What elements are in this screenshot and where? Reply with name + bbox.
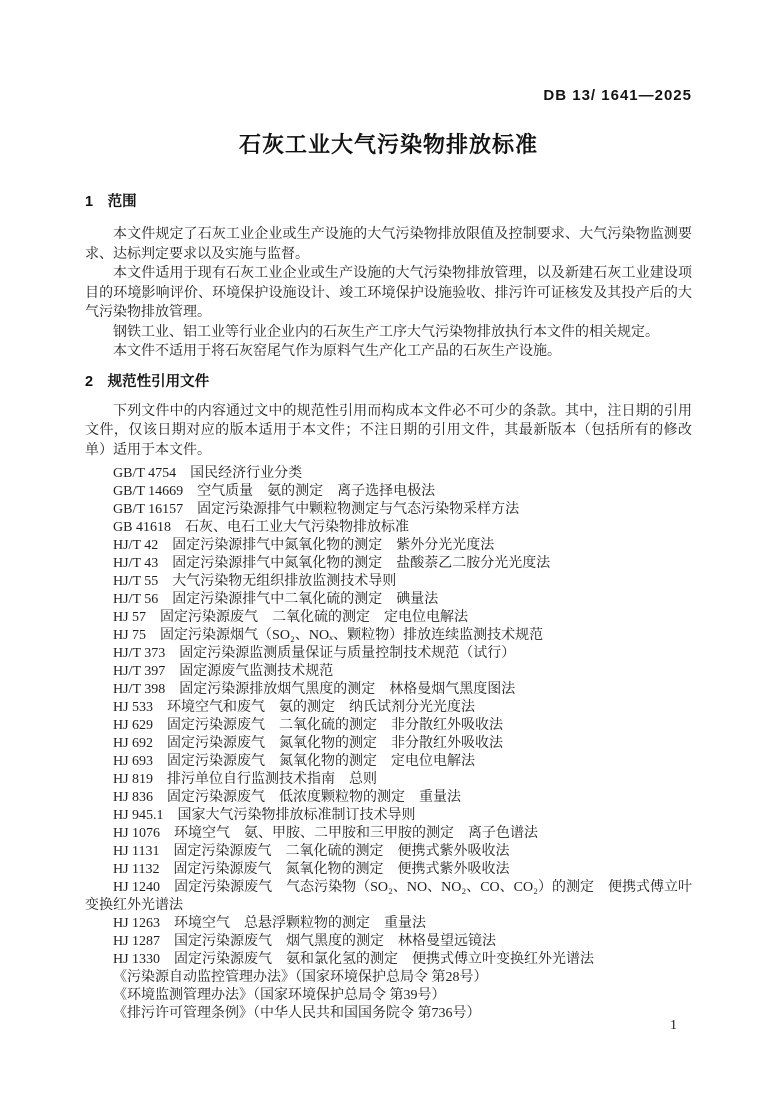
reference-item: HJ 1287 国定污染源废气 烟气黑度的测定 林格曼望远镜法: [113, 934, 497, 949]
reference-item: HJ 533 环境空气和废气 氨的测定 纳氏试剂分光光度法: [113, 700, 476, 715]
reference-item: HJ 1240 固定污染源废气 气态污染物（SO₂、NO、NO₂、CO、CO₂）的测定 便携式傅立叶变换红外光谱法: [85, 880, 692, 913]
reference-item: HJ/T 373 固定污染源监测质量保证与质量控制技术规范（试行）: [113, 646, 516, 661]
page-content: [85, 88, 692, 1023]
reference-item: HJ 75 固定污染源烟气（SO₂、NOₓ、颗粒物）排放连续监测技术规范: [113, 628, 544, 643]
section-1-scope-heading: 1 范围: [85, 194, 137, 210]
references-list: [85, 465, 692, 1023]
standard-number: DB 13/ 1641—2025: [543, 87, 692, 104]
reference-item: HJ 1076 环境空气 氨、甲胺、二甲胺和三甲胺的测定 离子色谱法: [113, 826, 539, 841]
reference-item: HJ/T 398 固定污染源排放烟气黑度的测定 林格曼烟气黑度图法: [113, 682, 516, 697]
reference-item: GB/T 4754 国民经济行业分类: [113, 466, 303, 481]
reference-item: HJ 1132 固定污染源废气 氮氧化物的测定 便携式紫外吸收法: [113, 862, 510, 877]
reference-item: HJ/T 56 固定污染源排气中二氧化硫的测定 碘量法: [113, 592, 439, 607]
reference-item: HJ/T 397 固定源废气监测技术规范: [113, 664, 334, 679]
reference-item: HJ/T 55 大气污染物无组织排放监测技术导则: [113, 574, 397, 589]
reference-item: HJ 1131 固定污染源废气 二氧化硫的测定 便携式紫外吸收法: [113, 844, 510, 859]
scope-paragraph: 本文件规定了石灰工业企业或生产设施的大气污染物排放限值及控制要求、大气污染物监测要求、达标判定要求以及实施与监督。: [85, 227, 692, 262]
page-number: 1: [670, 1018, 677, 1033]
reference-item: HJ/T 43 固定污染源排气中氮氧化物的测定 盐酸萘乙二胺分光光度法: [113, 556, 551, 571]
reference-item: GB/T 16157 固定污染源排气中颗粒物测定与气态污染物采样方法: [113, 502, 520, 517]
reference-item: GB 41618 石灰、电石工业大气污染物排放标准: [113, 520, 409, 535]
document-title: 石灰工业大气污染物排放标准: [238, 132, 538, 157]
reference-item: HJ 693 固定污染源废气 氮氧化物的测定 定电位电解法: [113, 754, 476, 769]
section-2-references-heading: 2 规范性引用文件: [85, 373, 210, 390]
reference-item: 《环境监测管理办法》（国家环境保护总局令 第39号）: [113, 988, 446, 1003]
reference-item: HJ 692 固定污染源废气 氮氧化物的测定 非分散红外吸收法: [113, 736, 504, 751]
reference-item: HJ 1263 环境空气 总悬浮颗粒物的测定 重量法: [113, 916, 427, 931]
reference-item: HJ 945.1 国家大气污染物排放标准制订技术导则: [113, 808, 416, 823]
scope-paragraphs: [85, 225, 692, 362]
reference-item: HJ 819 排污单位自行监测技术指南 总则: [113, 772, 378, 787]
reference-item: HJ/T 42 固定污染源排气中氮氧化物的测定 紫外分光光度法: [113, 538, 495, 553]
reference-item: HJ 1330 固定污染源废气 氨和氯化氢的测定 便携式傅立叶变换红外光谱法: [113, 952, 595, 967]
references-intro-paragraph: 下列文件中的内容通过文中的规范性引用而构成本文件必不可少的条款。其中，注日期的引用文件，仅该日期对应的版本适用于本文件；不注日期的引用文件，其最新版本（包括所有的修改单）适用于本文件。: [85, 403, 692, 458]
references-intro: [85, 402, 692, 461]
scope-paragraph: 本文件适用于现有石灰工业企业或生产设施的大气污染物排放管理，以及新建石灰工业建设项目的环境影响评价、环境保护设施设计、竣工环境保护设施验收、排污许可证核发及其投产后的大气污染物排放管理。: [85, 266, 692, 320]
scope-paragraph: 钢铁工业、铝工业等行业企业内的石灰生产工序大气污染物排放执行本文件的相关规定。: [113, 324, 659, 340]
reference-item: HJ 836 固定污染源废气 低浓度颗粒物的测定 重量法: [113, 790, 462, 805]
reference-item: HJ 629 固定污染源废气 二氧化硫的测定 非分散红外吸收法: [113, 718, 504, 733]
scope-paragraph: 本文件不适用于将石灰窑尾气作为原料气生产化工产品的石灰生产设施。: [113, 344, 561, 359]
reference-item: 《排污许可管理条例》（中华人民共和国国务院令 第736号）: [113, 1006, 481, 1021]
reference-item: GB/T 14669 空气质量 氨的测定 离子选择电极法: [113, 484, 436, 499]
reference-item: HJ 57 固定污染源废气 二氧化硫的测定 定电位电解法: [113, 610, 469, 625]
reference-item: 《污染源自动监控管理办法》（国家环境保护总局令 第28号）: [113, 970, 488, 985]
